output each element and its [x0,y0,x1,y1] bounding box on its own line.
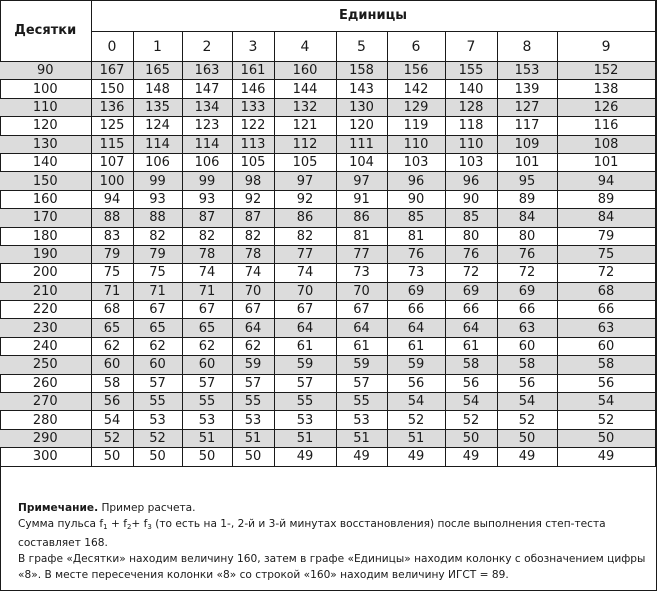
value-cell: 105 [274,153,336,171]
table-row [0,429,655,447]
value-cell: 56 [91,393,133,411]
tens-cell: 300 [0,448,91,466]
value-cell: 66 [497,301,557,319]
value-cell: 66 [387,301,445,319]
value-cell: 75 [133,264,182,282]
note-subscript: 2 [126,523,132,531]
value-cell: 76 [387,245,445,263]
value-cell: 49 [336,448,387,466]
value-cell: 91 [336,190,387,208]
value-cell: 78 [182,245,232,263]
table-row [0,227,655,245]
value-cell: 82 [232,227,274,245]
value-cell: 146 [232,80,274,98]
value-cell: 76 [497,245,557,263]
value-cell: 103 [387,153,445,171]
value-cell: 56 [387,374,445,392]
value-cell: 62 [232,337,274,355]
value-cell: 61 [445,337,497,355]
value-cell: 134 [182,98,232,116]
value-cell: 78 [232,245,274,263]
value-cell: 57 [133,374,182,392]
table-row [0,190,655,208]
value-cell: 92 [232,190,274,208]
tens-cell: 230 [0,319,91,337]
value-cell: 122 [232,117,274,135]
value-cell: 49 [557,448,655,466]
table-row [0,209,655,227]
note-text: Сумма пульса f [18,518,104,530]
table-row [0,319,655,337]
value-cell: 81 [336,227,387,245]
value-cell: 59 [232,356,274,374]
value-cell: 62 [182,337,232,355]
value-cell: 132 [274,98,336,116]
value-cell: 98 [232,172,274,190]
value-cell: 116 [557,117,655,135]
value-cell: 49 [387,448,445,466]
value-cell: 52 [497,411,557,429]
note-text: + f [107,518,127,530]
value-cell: 85 [445,209,497,227]
value-cell: 55 [336,393,387,411]
value-cell: 79 [91,245,133,263]
value-cell: 68 [91,301,133,319]
note-subscript: 1 [103,523,108,531]
value-cell: 54 [445,393,497,411]
value-cell: 58 [91,374,133,392]
value-cell: 86 [274,209,336,227]
table-row [0,337,655,355]
value-cell: 74 [232,264,274,282]
value-cell: 93 [182,190,232,208]
value-cell: 147 [182,80,232,98]
value-cell: 121 [274,117,336,135]
value-cell: 106 [182,153,232,171]
value-cell: 51 [182,429,232,447]
tens-cell: 220 [0,301,91,319]
value-cell: 83 [91,227,133,245]
table-row [0,356,655,374]
value-cell: 60 [91,356,133,374]
note [18,500,648,583]
value-cell: 61 [336,337,387,355]
value-cell: 96 [445,172,497,190]
value-cell: 100 [91,172,133,190]
value-cell: 90 [445,190,497,208]
digit-header-4: 4 [274,32,336,62]
table-row [0,411,655,429]
value-cell: 115 [91,135,133,153]
value-cell: 52 [557,411,655,429]
tens-cell: 110 [0,98,91,116]
value-cell: 93 [133,190,182,208]
value-cell: 69 [445,282,497,300]
table-body [0,62,655,467]
value-cell: 109 [497,135,557,153]
value-cell: 142 [387,80,445,98]
value-cell: 96 [387,172,445,190]
value-cell: 53 [336,411,387,429]
tens-cell: 190 [0,245,91,263]
value-cell: 165 [133,62,182,80]
note-text: + f [131,518,148,530]
value-cell: 85 [387,209,445,227]
value-cell: 106 [133,153,182,171]
tens-cell: 200 [0,264,91,282]
value-cell: 50 [557,429,655,447]
tens-cell: 290 [0,429,91,447]
value-cell: 62 [91,337,133,355]
value-cell: 148 [133,80,182,98]
value-cell: 53 [133,411,182,429]
value-cell: 82 [133,227,182,245]
value-cell: 94 [557,172,655,190]
tens-cell: 140 [0,153,91,171]
value-cell: 65 [133,319,182,337]
digit-header-0: 0 [91,32,133,62]
value-cell: 75 [91,264,133,282]
value-cell: 67 [182,301,232,319]
value-cell: 155 [445,62,497,80]
digit-header-3: 3 [232,32,274,62]
value-cell: 72 [445,264,497,282]
note-line-3: В графе «Десятки» находим величину 160, затем в графе «Единицы» находим колонку с обозначением цифры [18,553,646,565]
value-cell: 95 [497,172,557,190]
value-cell: 55 [232,393,274,411]
value-cell: 52 [387,411,445,429]
note-title: Примечание. [18,502,99,514]
value-cell: 110 [387,135,445,153]
value-cell: 52 [133,429,182,447]
value-cell: 133 [232,98,274,116]
tens-cell: 270 [0,393,91,411]
table-row [0,448,655,466]
value-cell: 99 [133,172,182,190]
tens-cell: 160 [0,190,91,208]
value-cell: 70 [336,282,387,300]
value-cell: 117 [497,117,557,135]
value-cell: 84 [557,209,655,227]
value-cell: 50 [182,448,232,466]
value-cell: 77 [274,245,336,263]
value-cell: 50 [232,448,274,466]
value-cell: 81 [387,227,445,245]
tens-cell: 130 [0,135,91,153]
tens-header: Десятки [0,0,91,62]
value-cell: 113 [232,135,274,153]
value-cell: 50 [497,429,557,447]
note-line-2 [18,516,648,551]
table-row [0,282,655,300]
value-cell: 49 [274,448,336,466]
value-cell: 54 [387,393,445,411]
value-cell: 101 [497,153,557,171]
tens-cell: 100 [0,80,91,98]
value-cell: 75 [557,245,655,263]
value-cell: 153 [497,62,557,80]
value-cell: 87 [182,209,232,227]
value-cell: 120 [336,117,387,135]
value-cell: 57 [274,374,336,392]
value-cell: 71 [133,282,182,300]
value-cell: 51 [387,429,445,447]
value-cell: 50 [91,448,133,466]
value-cell: 124 [133,117,182,135]
digit-header-5: 5 [336,32,387,62]
value-cell: 79 [133,245,182,263]
table-row [0,264,655,282]
value-cell: 97 [274,172,336,190]
value-cell: 50 [133,448,182,466]
value-cell: 88 [91,209,133,227]
value-cell: 167 [91,62,133,80]
value-cell: 110 [445,135,497,153]
value-cell: 107 [91,153,133,171]
value-cell: 64 [336,319,387,337]
tens-cell: 250 [0,356,91,374]
tens-cell: 150 [0,172,91,190]
table-row [0,117,655,135]
value-cell: 59 [274,356,336,374]
value-cell: 68 [557,282,655,300]
value-cell: 56 [497,374,557,392]
value-cell: 61 [274,337,336,355]
value-cell: 161 [232,62,274,80]
value-cell: 54 [91,411,133,429]
value-cell: 58 [445,356,497,374]
value-cell: 139 [497,80,557,98]
value-cell: 86 [336,209,387,227]
table-row [0,62,655,80]
value-cell: 152 [557,62,655,80]
value-cell: 66 [445,301,497,319]
digit-header-7: 7 [445,32,497,62]
value-cell: 112 [274,135,336,153]
value-cell: 72 [497,264,557,282]
value-cell: 53 [182,411,232,429]
value-cell: 108 [557,135,655,153]
value-cell: 67 [274,301,336,319]
value-cell: 71 [182,282,232,300]
value-cell: 55 [182,393,232,411]
value-cell: 69 [497,282,557,300]
table-row [0,172,655,190]
tens-cell: 260 [0,374,91,392]
value-cell: 73 [336,264,387,282]
table-row [0,245,655,263]
value-cell: 63 [497,319,557,337]
value-cell: 160 [274,62,336,80]
value-cell: 99 [182,172,232,190]
value-cell: 90 [387,190,445,208]
value-cell: 84 [497,209,557,227]
value-cell: 60 [557,337,655,355]
value-cell: 52 [445,411,497,429]
value-cell: 71 [91,282,133,300]
value-cell: 144 [274,80,336,98]
value-cell: 58 [557,356,655,374]
digit-header-1: 1 [133,32,182,62]
value-cell: 150 [91,80,133,98]
value-cell: 74 [182,264,232,282]
value-cell: 54 [557,393,655,411]
digit-header-2: 2 [182,32,232,62]
value-cell: 125 [91,117,133,135]
value-cell: 79 [557,227,655,245]
value-cell: 77 [336,245,387,263]
value-cell: 135 [133,98,182,116]
value-cell: 53 [274,411,336,429]
value-cell: 119 [387,117,445,135]
value-cell: 111 [336,135,387,153]
value-cell: 56 [445,374,497,392]
value-cell: 70 [274,282,336,300]
value-cell: 59 [336,356,387,374]
value-cell: 63 [557,319,655,337]
value-cell: 57 [336,374,387,392]
value-cell: 69 [387,282,445,300]
tens-cell: 240 [0,337,91,355]
units-header: Единицы [91,0,655,32]
value-cell: 60 [133,356,182,374]
value-cell: 51 [232,429,274,447]
value-cell: 128 [445,98,497,116]
value-cell: 92 [274,190,336,208]
table-row [0,80,655,98]
value-cell: 64 [232,319,274,337]
note-subscript: 3 [147,523,152,531]
value-cell: 62 [133,337,182,355]
value-cell: 49 [497,448,557,466]
value-cell: 65 [182,319,232,337]
digit-header-8: 8 [497,32,557,62]
value-cell: 118 [445,117,497,135]
value-cell: 158 [336,62,387,80]
value-cell: 82 [182,227,232,245]
value-cell: 52 [91,429,133,447]
note-intro: Пример расчета. [98,502,196,514]
table-row [0,301,655,319]
value-cell: 82 [274,227,336,245]
value-cell: 58 [497,356,557,374]
value-cell: 89 [497,190,557,208]
value-cell: 51 [336,429,387,447]
value-cell: 89 [557,190,655,208]
tens-cell: 120 [0,117,91,135]
tens-cell: 180 [0,227,91,245]
value-cell: 60 [497,337,557,355]
value-cell: 138 [557,80,655,98]
value-cell: 94 [91,190,133,208]
value-cell: 55 [133,393,182,411]
digit-header-9: 9 [557,32,655,62]
value-cell: 114 [182,135,232,153]
value-cell: 55 [274,393,336,411]
value-cell: 103 [445,153,497,171]
value-cell: 67 [232,301,274,319]
value-cell: 56 [557,374,655,392]
value-cell: 64 [274,319,336,337]
value-cell: 53 [232,411,274,429]
value-cell: 101 [557,153,655,171]
value-cell: 140 [445,80,497,98]
value-cell: 126 [557,98,655,116]
value-cell: 127 [497,98,557,116]
value-cell: 49 [445,448,497,466]
note-line-1 [18,500,648,516]
value-cell: 64 [445,319,497,337]
value-cell: 80 [497,227,557,245]
value-cell: 163 [182,62,232,80]
value-cell: 60 [182,356,232,374]
value-cell: 65 [91,319,133,337]
table-row [0,153,655,171]
tens-cell: 210 [0,282,91,300]
value-cell: 97 [336,172,387,190]
value-cell: 67 [133,301,182,319]
value-cell: 104 [336,153,387,171]
value-cell: 67 [336,301,387,319]
digit-header-row [0,32,655,62]
value-cell: 129 [387,98,445,116]
table-row [0,135,655,153]
note-line-4: «8». В месте пересечения колонки «8» со строкой «160» находим величину ИГСТ = 89. [18,569,509,581]
value-cell: 156 [387,62,445,80]
value-cell: 87 [232,209,274,227]
tens-cell: 280 [0,411,91,429]
table-row [0,393,655,411]
value-cell: 59 [387,356,445,374]
value-cell: 76 [445,245,497,263]
value-cell: 57 [182,374,232,392]
value-cell: 74 [274,264,336,282]
table-row [0,374,655,392]
value-cell: 61 [387,337,445,355]
value-cell: 88 [133,209,182,227]
value-cell: 123 [182,117,232,135]
value-cell: 64 [387,319,445,337]
value-cell: 136 [91,98,133,116]
digit-header-6: 6 [387,32,445,62]
value-cell: 51 [274,429,336,447]
value-cell: 54 [497,393,557,411]
value-cell: 66 [557,301,655,319]
tens-cell: 90 [0,62,91,80]
value-cell: 130 [336,98,387,116]
value-cell: 73 [387,264,445,282]
value-cell: 143 [336,80,387,98]
value-cell: 72 [557,264,655,282]
value-cell: 114 [133,135,182,153]
note-text: (то есть на 1-, 2-й и 3-й минутах восстановления) после выполнения степ-теста составляет 168. [18,518,606,549]
value-cell: 50 [445,429,497,447]
value-cell: 105 [232,153,274,171]
value-cell: 80 [445,227,497,245]
value-cell: 70 [232,282,274,300]
value-cell: 57 [232,374,274,392]
tens-cell: 170 [0,209,91,227]
table-row [0,98,655,116]
